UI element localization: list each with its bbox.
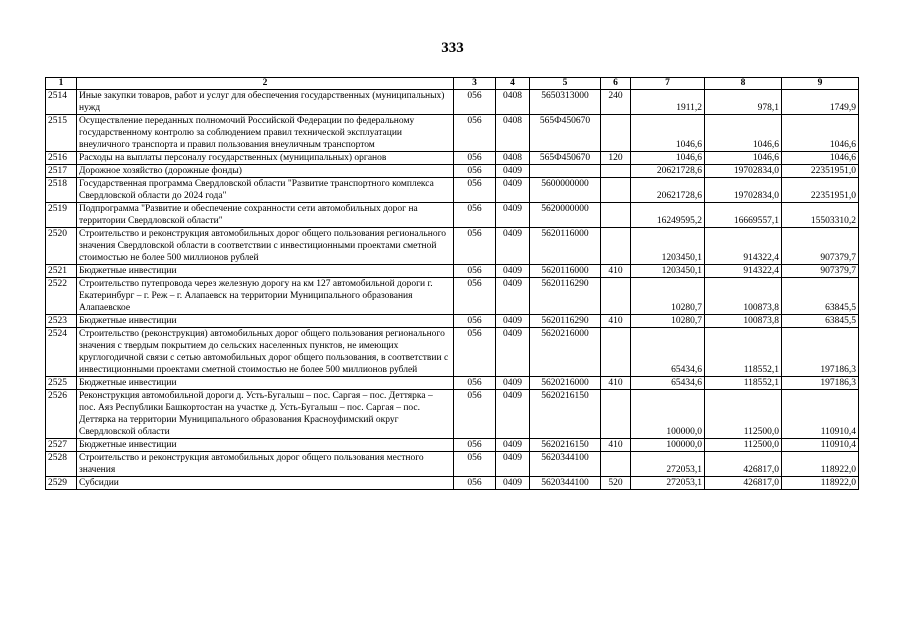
amount-col8: 914322,4 <box>705 228 782 265</box>
expense-type-code <box>601 178 631 203</box>
table-row <box>46 315 859 328</box>
table-row <box>46 90 859 115</box>
amount-col8: 1046,6 <box>705 152 782 165</box>
ministry-code: 056 <box>454 178 496 203</box>
target-article-code: 565Ф450670 <box>530 152 601 165</box>
ministry-code: 056 <box>454 90 496 115</box>
amount-col9: 110910,4 <box>782 439 859 452</box>
expense-type-code: 520 <box>601 477 631 490</box>
amount-col9: 197186,3 <box>782 328 859 377</box>
amount-col7: 1911,2 <box>631 90 705 115</box>
row-name: Бюджетные инвестиции <box>77 315 454 328</box>
amount-col9: 63845,5 <box>782 278 859 315</box>
target-article-code: 5620216000 <box>530 328 601 377</box>
expense-type-code: 410 <box>601 265 631 278</box>
header-row <box>46 78 859 90</box>
expense-type-code <box>601 165 631 178</box>
amount-col7: 1046,6 <box>631 115 705 152</box>
ministry-code: 056 <box>454 328 496 377</box>
row-number: 2528 <box>46 452 77 477</box>
budget-table <box>45 77 859 490</box>
section-code: 0409 <box>496 265 530 278</box>
amount-col8: 118552,1 <box>705 377 782 390</box>
amount-col7: 10280,7 <box>631 315 705 328</box>
table-row <box>46 152 859 165</box>
row-name: Субсидии <box>77 477 454 490</box>
column-header-2: 2 <box>77 78 454 90</box>
section-code: 0409 <box>496 178 530 203</box>
row-number: 2514 <box>46 90 77 115</box>
expense-type-code <box>601 203 631 228</box>
column-header-1: 1 <box>46 78 77 90</box>
page-number: 333 <box>441 40 464 56</box>
row-number: 2527 <box>46 439 77 452</box>
amount-col9: 15503310,2 <box>782 203 859 228</box>
target-article-code: 5620216150 <box>530 390 601 439</box>
row-name: Строительство (реконструкция) автомобильных дорог общего пользования регионального значения с твердым покрытием до сельских населенных пунктов, не имеющих круглогодичной связи с сетью автомобильных дорог общего пользования, в соответствии с инвестиционными проектами сметной стоимостью не более 500 миллионов рублей <box>77 328 454 377</box>
amount-col9: 907379,7 <box>782 228 859 265</box>
table-row <box>46 278 859 315</box>
amount-col7: 272053,1 <box>631 452 705 477</box>
ministry-code: 056 <box>454 278 496 315</box>
amount-col9: 22351951,0 <box>782 178 859 203</box>
table-row <box>46 228 859 265</box>
table-row <box>46 165 859 178</box>
table-row <box>46 115 859 152</box>
amount-col8: 100873,8 <box>705 315 782 328</box>
row-name: Строительство и реконструкция автомобильных дорог общего пользования местного значения <box>77 452 454 477</box>
section-code: 0409 <box>496 203 530 228</box>
row-number: 2526 <box>46 390 77 439</box>
table-row <box>46 477 859 490</box>
amount-col8: 19702834,0 <box>705 165 782 178</box>
section-code: 0409 <box>496 278 530 315</box>
target-article-code: 5620344100 <box>530 452 601 477</box>
ministry-code: 056 <box>454 228 496 265</box>
expense-type-code <box>601 228 631 265</box>
amount-col7: 272053,1 <box>631 477 705 490</box>
ministry-code: 056 <box>454 477 496 490</box>
ministry-code: 056 <box>454 165 496 178</box>
target-article-code: 5650313000 <box>530 90 601 115</box>
target-article-code: 5620116290 <box>530 315 601 328</box>
table-row <box>46 265 859 278</box>
section-code: 0409 <box>496 228 530 265</box>
amount-col8: 112500,0 <box>705 439 782 452</box>
column-header-6: 6 <box>601 78 631 90</box>
row-number: 2516 <box>46 152 77 165</box>
table-row <box>46 452 859 477</box>
row-number: 2524 <box>46 328 77 377</box>
expense-type-code <box>601 452 631 477</box>
expense-type-code: 240 <box>601 90 631 115</box>
amount-col9: 118922,0 <box>782 452 859 477</box>
row-number: 2517 <box>46 165 77 178</box>
target-article-code: 5620344100 <box>530 477 601 490</box>
row-number: 2515 <box>46 115 77 152</box>
column-header-5: 5 <box>530 78 601 90</box>
amount-col9: 22351951,0 <box>782 165 859 178</box>
amount-col7: 100000,0 <box>631 390 705 439</box>
amount-col7: 1203450,1 <box>631 265 705 278</box>
table-row <box>46 439 859 452</box>
row-name: Бюджетные инвестиции <box>77 265 454 278</box>
column-header-8: 8 <box>705 78 782 90</box>
ministry-code: 056 <box>454 452 496 477</box>
amount-col8: 426817,0 <box>705 452 782 477</box>
ministry-code: 056 <box>454 152 496 165</box>
row-name: Бюджетные инвестиции <box>77 377 454 390</box>
amount-col8: 426817,0 <box>705 477 782 490</box>
section-code: 0408 <box>496 90 530 115</box>
column-header-3: 3 <box>454 78 496 90</box>
amount-col8: 112500,0 <box>705 390 782 439</box>
amount-col9: 63845,5 <box>782 315 859 328</box>
expense-type-code <box>601 390 631 439</box>
amount-col7: 20621728,6 <box>631 165 705 178</box>
row-name: Государственная программа Свердловской области "Развитие транспортного комплекса Свердловской области до 2024 года" <box>77 178 454 203</box>
row-number: 2518 <box>46 178 77 203</box>
ministry-code: 056 <box>454 115 496 152</box>
expense-type-code: 410 <box>601 315 631 328</box>
amount-col7: 16249595,2 <box>631 203 705 228</box>
row-number: 2522 <box>46 278 77 315</box>
expense-type-code <box>601 278 631 315</box>
ministry-code: 056 <box>454 390 496 439</box>
row-name: Осуществление переданных полномочий Российской Федерации по федеральному государственному контролю за соблюдением правил технической эксплуатации внеуличного транспорта и правил пользования внеуличным транспортом <box>77 115 454 152</box>
target-article-code: 5620116290 <box>530 278 601 315</box>
amount-col7: 20621728,6 <box>631 178 705 203</box>
expense-type-code <box>601 115 631 152</box>
section-code: 0408 <box>496 115 530 152</box>
row-name: Реконструкция автомобильной дороги д. Усть-Бугалыш – пос. Саргая – пос. Деттярка – пос. Аяз Республики Башкортостан на участке д. Усть-Бугалыш – пос. Саргая – пос. Деттярка на территории Муниципального образования Красноуфимский округ Свердловской области <box>77 390 454 439</box>
section-code: 0409 <box>496 452 530 477</box>
target-article-code <box>530 165 601 178</box>
row-number: 2520 <box>46 228 77 265</box>
column-header-4: 4 <box>496 78 530 90</box>
target-article-code: 5600000000 <box>530 178 601 203</box>
amount-col8: 16669557,1 <box>705 203 782 228</box>
row-name: Строительство путепровода через железную дорогу на км 127 автомобильной дороги г. Екатеринбург – г. Реж – г. Алапаевск на территории Муниципального образования Алапаевское <box>77 278 454 315</box>
amount-col9: 1046,6 <box>782 115 859 152</box>
ministry-code: 056 <box>454 439 496 452</box>
row-number: 2519 <box>46 203 77 228</box>
table-row <box>46 178 859 203</box>
section-code: 0409 <box>496 165 530 178</box>
amount-col9: 118922,0 <box>782 477 859 490</box>
row-number: 2525 <box>46 377 77 390</box>
table-row <box>46 390 859 439</box>
amount-col9: 907379,7 <box>782 265 859 278</box>
section-code: 0409 <box>496 390 530 439</box>
amount-col7: 65434,6 <box>631 328 705 377</box>
amount-col8: 1046,6 <box>705 115 782 152</box>
row-name: Иные закупки товаров, работ и услуг для обеспечения государственных (муниципальных) нужд <box>77 90 454 115</box>
section-code: 0409 <box>496 328 530 377</box>
section-code: 0409 <box>496 477 530 490</box>
row-name: Дорожное хозяйство (дорожные фонды) <box>77 165 454 178</box>
table-row <box>46 377 859 390</box>
row-number: 2521 <box>46 265 77 278</box>
row-name: Расходы на выплаты персоналу государственных (муниципальных) органов <box>77 152 454 165</box>
ministry-code: 056 <box>454 315 496 328</box>
target-article-code: 565Ф450670 <box>530 115 601 152</box>
column-header-9: 9 <box>782 78 859 90</box>
row-name: Подпрограмма "Развитие и обеспечение сохранности сети автомобильных дорог на территории Свердловской области" <box>77 203 454 228</box>
table-body <box>46 90 859 490</box>
amount-col8: 19702834,0 <box>705 178 782 203</box>
amount-col9: 197186,3 <box>782 377 859 390</box>
amount-col7: 65434,6 <box>631 377 705 390</box>
amount-col7: 100000,0 <box>631 439 705 452</box>
target-article-code: 5620116000 <box>530 265 601 278</box>
amount-col8: 118552,1 <box>705 328 782 377</box>
row-name: Бюджетные инвестиции <box>77 439 454 452</box>
expense-type-code: 120 <box>601 152 631 165</box>
section-code: 0409 <box>496 377 530 390</box>
table-row <box>46 203 859 228</box>
ministry-code: 056 <box>454 377 496 390</box>
row-name: Строительство и реконструкция автомобильных дорог общего пользования регионального значения Свердловской области в соответствии с инвестиционными проектами сметной стоимостью не более 500 миллионов рублей <box>77 228 454 265</box>
table-row <box>46 328 859 377</box>
target-article-code: 5620000000 <box>530 203 601 228</box>
section-code: 0409 <box>496 439 530 452</box>
section-code: 0408 <box>496 152 530 165</box>
row-number: 2523 <box>46 315 77 328</box>
target-article-code: 5620116000 <box>530 228 601 265</box>
amount-col7: 10280,7 <box>631 278 705 315</box>
target-article-code: 5620216150 <box>530 439 601 452</box>
expense-type-code: 410 <box>601 439 631 452</box>
amount-col7: 1203450,1 <box>631 228 705 265</box>
row-number: 2529 <box>46 477 77 490</box>
target-article-code: 5620216000 <box>530 377 601 390</box>
amount-col8: 100873,8 <box>705 278 782 315</box>
expense-type-code: 410 <box>601 377 631 390</box>
amount-col8: 978,1 <box>705 90 782 115</box>
amount-col9: 1749,9 <box>782 90 859 115</box>
ministry-code: 056 <box>454 265 496 278</box>
amount-col9: 110910,4 <box>782 390 859 439</box>
ministry-code: 056 <box>454 203 496 228</box>
amount-col8: 914322,4 <box>705 265 782 278</box>
amount-col7: 1046,6 <box>631 152 705 165</box>
section-code: 0409 <box>496 315 530 328</box>
amount-col9: 1046,6 <box>782 152 859 165</box>
expense-type-code <box>601 328 631 377</box>
column-header-7: 7 <box>631 78 705 90</box>
